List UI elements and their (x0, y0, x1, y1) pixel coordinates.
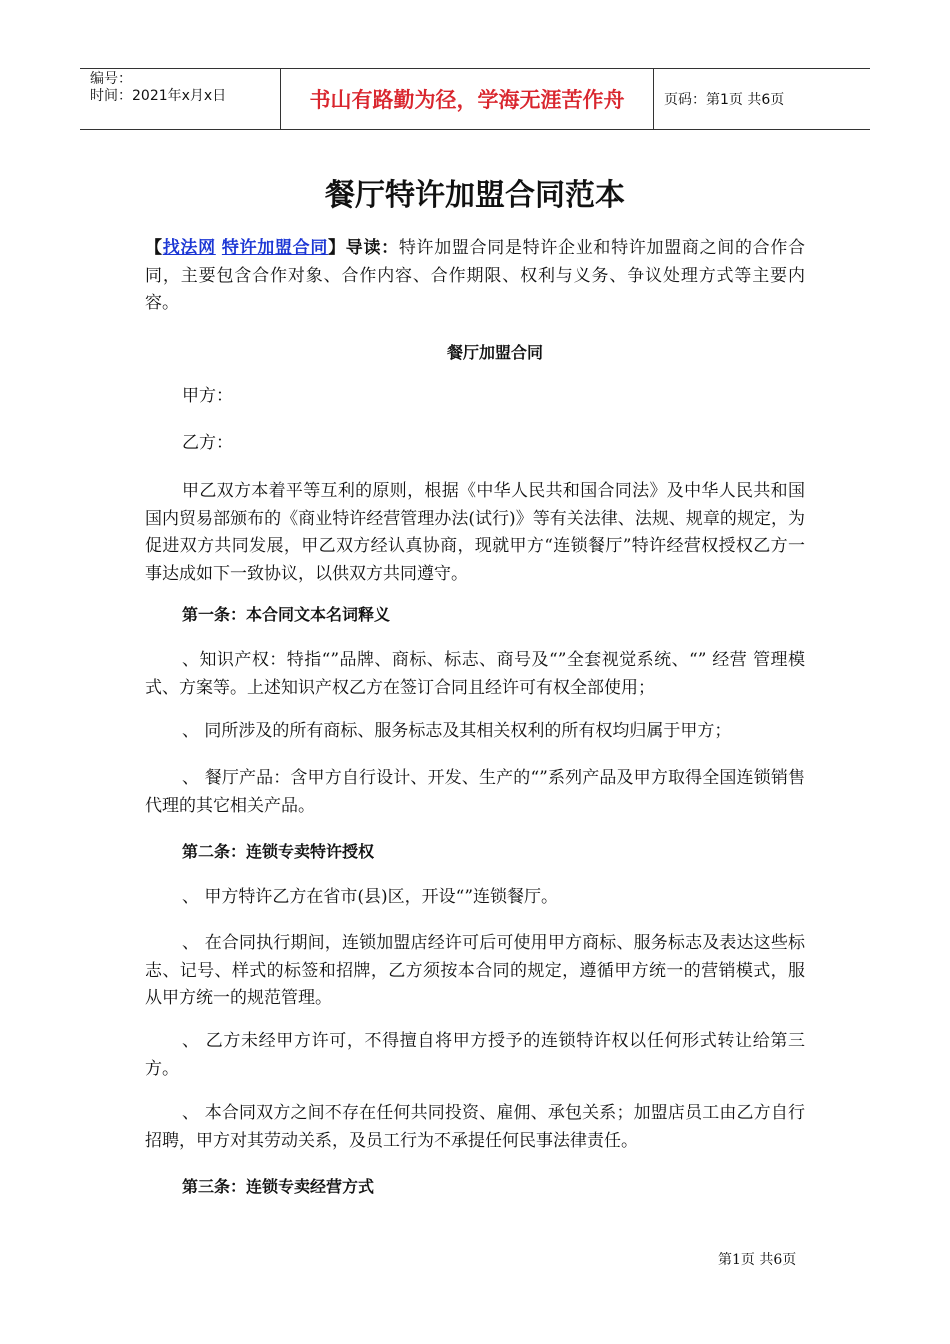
article1-item-2: 、 同所涉及的所有商标、服务标志及其相关权利的所有权均归属于甲方； (182, 721, 732, 741)
intro-text: 特许加盟合同是特许企业和特许加盟商之间的合作合同，主要包含合作对象、合作内容、合作期限、权利与义务、争议处理方式等主要内容。 (145, 238, 806, 313)
link-franchise-contract[interactable]: 特许加盟合同 (221, 238, 329, 258)
page-header (80, 68, 870, 130)
bracket-open: 【 (145, 238, 163, 258)
article2-item-4: 、 本合同双方之间不存在任何共同投资、雇佣、承包关系；加盟店员工由乙方自行招聘，甲方对其劳动关系，及员工行为不承提任何民事法律责任。 (145, 1103, 805, 1151)
article2-heading: 第二条：连锁专卖特许授权 (182, 842, 375, 861)
contract-subtitle: 餐厅加盟合同 (446, 343, 543, 362)
article2-item-1: 、 甲方特许乙方在省市(县)区，开设“”连锁餐厅。 (182, 887, 559, 907)
link-zhaofawang[interactable]: 找法网 (162, 238, 216, 258)
document-title: 餐厅特许加盟合同范本 (325, 178, 625, 213)
intro-paragraph (145, 235, 805, 318)
party-a-label: 甲方： (182, 386, 233, 406)
lead-label: 导读： (345, 238, 399, 258)
article2-item-2: 、 在合同执行期间，连锁加盟店经许可后可使用甲方商标、服务标志及表达这些标志、记号、样式的标签和招牌，乙方须按本合同的规定，遵循甲方统一的营销模式，服从甲方统一的规范管理。 (145, 933, 805, 1008)
preamble-paragraph: 甲乙双方本着平等互利的原则，根据《中华人民共和国合同法》及中华人民共和国国内贸易部颁布的《商业特许经营管理办法(试行)》等有关法律、法规、规章的规定，为促进双方共同发展，甲乙双方经认真协商，现就甲方“连锁餐厅”特许经营权授权乙方一事达成如下一致协议，以供双方共同遵守。 (145, 481, 805, 584)
page-footer: 第1页 共6页 (718, 1252, 797, 1268)
header-page-info: 页码：第1页 共6页 (664, 92, 785, 108)
article1-heading: 第一条：本合同文本名词释义 (182, 605, 391, 624)
party-b-label: 乙方： (182, 433, 233, 453)
bracket-close: 】 (328, 238, 346, 258)
header-motto: 书山有路勤为径，学海无涯苦作舟 (280, 69, 654, 129)
article1-item-1: 、知识产权：特指“”品牌、商标、标志、商号及“”全套视觉系统、“” 经营 管理模式、方案等。上述知识产权乙方在签订合同且经许可有权全部使用； (145, 650, 805, 698)
article3-heading: 第三条：连锁专卖经营方式 (182, 1177, 375, 1196)
article1-item-3: 、 餐厅产品：含甲方自行设计、开发、生产的“”系列产品及甲方取得全国连锁销售代理的其它相关产品。 (145, 768, 805, 816)
date-label: 时间：2021年x月x日 (90, 88, 227, 104)
number-label: 编号： (90, 71, 132, 87)
header-meta (80, 69, 280, 129)
article2-item-3: 、 乙方未经甲方许可，不得擅自将甲方授予的连锁特许权以任何形式转让给第三方。 (145, 1031, 805, 1079)
